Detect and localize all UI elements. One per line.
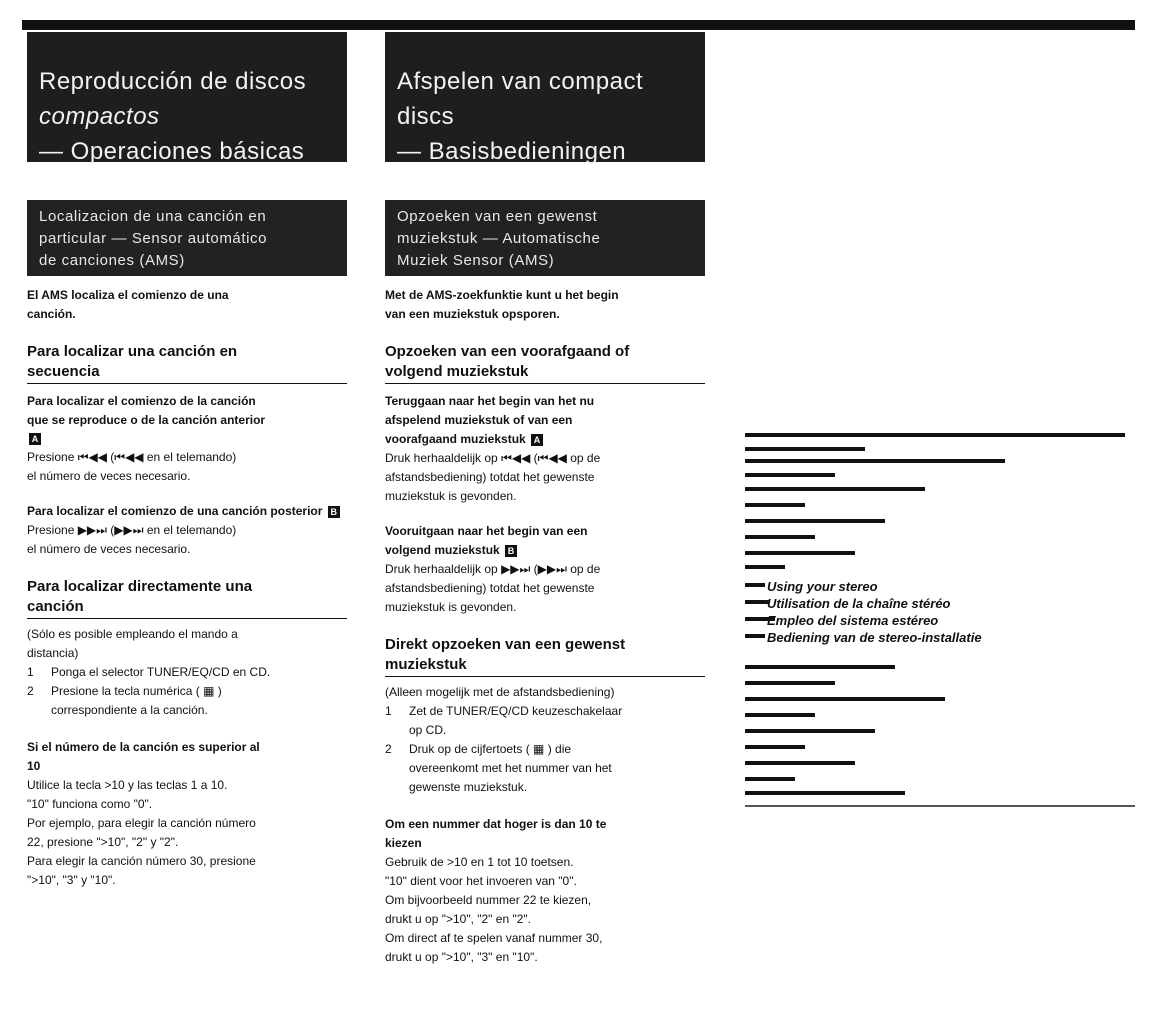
banner-stripe (745, 473, 835, 477)
nl-step-2-text-2: overeenkomt met het nummer van het (409, 761, 612, 775)
es-title-box (27, 32, 347, 165)
es-heading-sequence-line-2: secuencia (27, 363, 100, 380)
es-step-1-text: Ponga el selector TUNER/EQ/CD en CD. (51, 665, 271, 679)
es-sub-next (27, 502, 347, 559)
nl-over-ten-text-6: drukt u op ">10", "3" en "10". (385, 950, 538, 964)
es-intro-line-2: canción. (27, 307, 76, 321)
nl-note (385, 683, 705, 702)
nl-title-line-2: discs (397, 103, 455, 130)
nl-step-2-text-3: gewenste muziekstuk. (409, 780, 528, 794)
es-subtitle-box (27, 200, 347, 276)
nl-over-ten-text-3: Om bijvoorbeeld nummer 22 te kiezen, (385, 893, 592, 907)
nl-title-line-3: — Basisbedieningen (397, 138, 627, 165)
nl-over-ten-text-4: drukt u op ">10", "2" en "2". (385, 912, 531, 926)
es-prev-text-1: Presione ⏮◀◀ (⏮◀◀ en el telemando) (27, 450, 237, 464)
es-sub-over-ten (27, 738, 347, 890)
nl-sub-previous (385, 392, 705, 506)
es-over-ten-text-1: Utilice la tecla >10 y las teclas 1 a 10. (27, 778, 228, 792)
banner-stripe (745, 487, 925, 491)
banner-stripe (745, 535, 815, 539)
es-section-sequence (27, 342, 347, 559)
nl-steps (385, 702, 705, 797)
es-heading-sequence (27, 342, 347, 384)
banner-stripe (745, 519, 885, 523)
banner-stripe (745, 433, 1125, 437)
es-intro (27, 286, 347, 324)
nl-over-ten-text-1: Gebruik de >10 en 1 tot 10 toetsen. (385, 855, 574, 869)
es-over-ten-head-2: 10 (27, 759, 41, 773)
es-step-1 (27, 663, 347, 682)
es-note (27, 625, 347, 663)
nl-step-2-number: 2 (385, 742, 392, 756)
nl-sub-over-ten (385, 815, 705, 967)
banner-bottom-rule (745, 805, 1135, 807)
es-intro-line-1: El AMS localiza el comienzo de una (27, 288, 229, 302)
side-tab-banner (745, 425, 1135, 810)
banner-stripe (745, 503, 805, 507)
es-step-2-text-1: Presione la tecla numérica ( ▦ ) (51, 684, 222, 698)
es-subtitle-line-3: de canciones (AMS) (39, 252, 185, 269)
nl-over-ten-text-5: Om direct af te spelen vanaf nummer 30, (385, 931, 603, 945)
es-over-ten-text-2: "10" funciona como "0". (27, 797, 153, 811)
banner-stripe (745, 634, 765, 638)
nl-heading-direct (385, 635, 705, 677)
nl-step-1-text-1: Zet de TUNER/EQ/CD keuzeschakelaar (409, 704, 623, 718)
banner-stripe (745, 551, 855, 555)
nl-heading-sequence-line-2: volgend muziekstuk (385, 363, 529, 380)
nl-next-head-1: Vooruitgaan naar het begin van een (385, 524, 588, 538)
nl-next-text-1: Druk herhaaldelijk op ▶▶⏭ (▶▶⏭ op de (385, 562, 601, 576)
es-over-ten-text-3: Por ejemplo, para elegir la canción número (27, 816, 256, 830)
nl-over-ten-head-2: kiezen (385, 836, 422, 850)
banner-stripe (745, 729, 875, 733)
es-section-direct (27, 577, 347, 890)
es-heading-direct (27, 577, 347, 619)
nl-prev-text-3: muziekstuk is gevonden. (385, 489, 517, 503)
nl-title-box (385, 32, 705, 165)
side-banner-french: Utilisation de la chaîne stéréo (767, 596, 951, 611)
nl-step-1-number: 1 (385, 704, 392, 718)
nl-next-head-2: volgend muziekstuk (385, 543, 500, 557)
es-next-head-text: Para localizar el comienzo de una canción posterior (27, 504, 323, 518)
banner-stripe (745, 583, 765, 587)
spanish-column (27, 32, 347, 890)
es-note-line-1: (Sólo es posible empleando el mando a (27, 627, 238, 641)
nl-heading-sequence (385, 342, 705, 384)
banner-stripe (745, 761, 855, 765)
banner-stripe (745, 697, 945, 701)
banner-stripe (745, 713, 815, 717)
nl-subtitle-line-2: muziekstuk — Automatische (397, 230, 601, 247)
nl-badge-a: A (531, 434, 543, 446)
nl-next-text-3: muziekstuk is gevonden. (385, 600, 517, 614)
nl-step-2-text-1: Druk op de cijfertoets ( ▦ ) die (409, 742, 572, 756)
es-step-2-text-2: correspondiente a la canción. (51, 703, 208, 717)
banner-stripe (745, 565, 785, 569)
nl-next-head-2-wrap (385, 541, 705, 560)
nl-prev-text-1: Druk herhaaldelijk op ⏮◀◀ (⏮◀◀ op de (385, 451, 601, 465)
banner-stripe (745, 447, 865, 451)
es-title-line-1: Reproducción de discos (39, 68, 307, 95)
nl-subtitle-line-3: Muziek Sensor (AMS) (397, 252, 555, 269)
banner-stripe (745, 459, 1005, 463)
nl-note-line-1: (Alleen mogelijk met de afstandsbediening) (385, 685, 615, 699)
es-subtitle-line-1: Localizacion de una canción en (39, 208, 267, 225)
es-next-text-2: el número de veces necesario. (27, 542, 191, 556)
es-next-text-1: Presione ▶▶⏭ (▶▶⏭ en el telemando) (27, 523, 237, 537)
nl-intro-line-2: van een muziekstuk opsporen. (385, 307, 560, 321)
banner-stripe (745, 791, 905, 795)
nl-next-text-2: afstandsbediening) totdat het gewenste (385, 581, 595, 595)
nl-intro-line-1: Met de AMS-zoekfunktie kunt u het begin (385, 288, 619, 302)
es-heading-direct-line-1: Para localizar directamente una (27, 578, 253, 595)
nl-heading-direct-line-2: muziekstuk (385, 656, 467, 673)
nl-step-2 (385, 740, 705, 797)
es-prev-text-2: el número de veces necesario. (27, 469, 191, 483)
es-subtitle-line-2: particular — Sensor automático (39, 230, 268, 247)
nl-section-sequence (385, 342, 705, 617)
banner-stripe (745, 681, 835, 685)
es-over-ten-text-4: 22, presione ">10", "2" y "2". (27, 835, 179, 849)
banner-stripe (745, 745, 805, 749)
nl-section-direct (385, 635, 705, 967)
banner-stripe (745, 600, 769, 604)
side-banner-labels (767, 578, 982, 646)
nl-subtitle-box (385, 200, 705, 276)
nl-over-ten-text-2: "10" dient voor het invoeren van "0". (385, 874, 577, 888)
nl-prev-text-2: afstandsbediening) totdat het gewenste (385, 470, 595, 484)
banner-stripe (745, 777, 795, 781)
nl-prev-head-3: voorafgaand muziekstuk (385, 432, 526, 446)
side-banner-spanish: Empleo del sistema estéreo (767, 613, 939, 628)
nl-over-ten-head-1: Om een nummer dat hoger is dan 10 te (385, 817, 607, 831)
side-banner-english: Using your stereo (767, 579, 878, 594)
es-over-ten-text-6: ">10", "3" y "10". (27, 873, 116, 887)
es-step-2-number: 2 (27, 684, 34, 698)
nl-heading-sequence-line-1: Opzoeken van een voorafgaand of (385, 343, 630, 360)
nl-title-line-1: Afspelen van compact (397, 68, 644, 95)
top-rule (22, 20, 1135, 30)
es-heading-direct-line-2: canción (27, 598, 84, 615)
es-step-2 (27, 682, 347, 720)
dutch-column (385, 32, 705, 967)
es-over-ten-head-1: Si el número de la canción es superior al (27, 740, 260, 754)
es-badge-a: A (29, 433, 41, 445)
side-banner-dutch: Bediening van de stereo-installatie (767, 630, 982, 645)
es-steps (27, 663, 347, 720)
es-note-line-2: distancia) (27, 646, 79, 660)
es-title-line-3: — Operaciones básicas (39, 138, 305, 165)
es-heading-sequence-line-1: Para localizar una canción en (27, 343, 238, 360)
es-step-1-number: 1 (27, 665, 34, 679)
nl-heading-direct-line-1: Direkt opzoeken van een gewenst (385, 636, 626, 653)
es-next-head (27, 502, 347, 521)
nl-step-1 (385, 702, 705, 740)
es-title-line-2: compactos (39, 103, 160, 130)
nl-prev-head-3-wrap (385, 430, 705, 449)
nl-badge-b: B (505, 545, 517, 557)
es-badge-b: B (328, 506, 340, 518)
nl-subtitle-line-1: Opzoeken van een gewenst (397, 208, 598, 225)
es-prev-head-2: que se reproduce o de la canción anterior (27, 413, 266, 427)
banner-stripe (745, 665, 895, 669)
es-sub-previous (27, 392, 347, 486)
es-prev-head-1: Para localizar el comienzo de la canción (27, 394, 256, 408)
nl-sub-next (385, 522, 705, 617)
nl-prev-head-2: afspelend muziekstuk of van een (385, 413, 573, 427)
nl-step-1-text-2: op CD. (409, 723, 447, 737)
nl-intro (385, 286, 705, 324)
nl-prev-head-1: Teruggaan naar het begin van het nu (385, 394, 595, 408)
es-over-ten-text-5: Para elegir la canción número 30, presione (27, 854, 256, 868)
